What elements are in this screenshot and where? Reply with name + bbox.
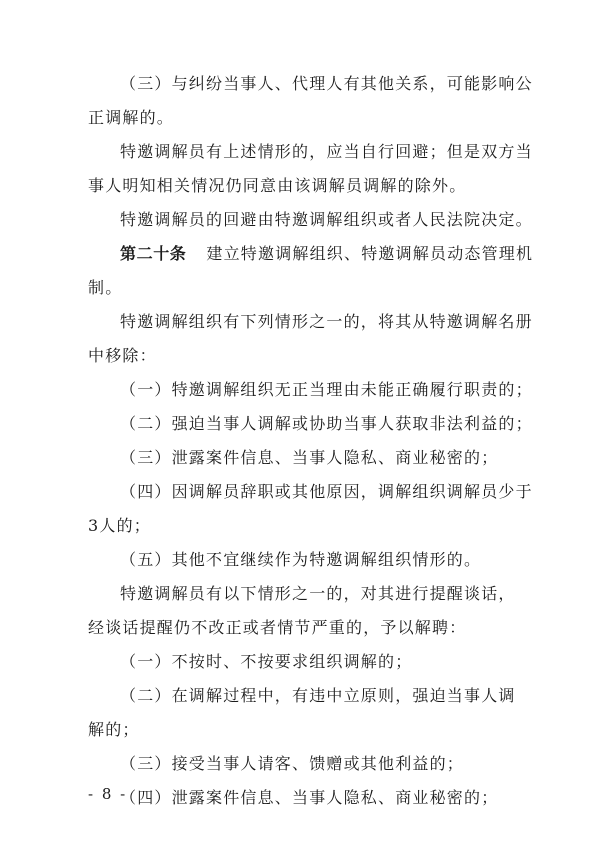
list-item: （三）泄露案件信息、当事人隐私、商业秘密的；: [120, 448, 499, 467]
text-line: 特邀调解员的回避由特邀调解组织或者人民法院决定。: [120, 210, 533, 229]
text-line: 制。: [88, 278, 123, 297]
list-item: （三）接受当事人请客、馈赠或其他利益的；: [120, 754, 465, 773]
article-title: 建立特邀调解组织、特邀调解员动态管理机: [206, 244, 534, 263]
text-line: 事人明知相关情况仍同意由该调解员调解的除外。: [88, 176, 467, 195]
page-number: - 8 -: [88, 785, 128, 803]
text-line: 解的；: [88, 720, 140, 739]
text-line: 特邀调解组织有下列情形之一的，将其从特邀调解名册: [120, 312, 533, 331]
text-line: 3人的；: [88, 516, 151, 535]
list-item: （五）其他不宜继续作为特邀调解组织情形的。: [120, 550, 482, 569]
list-item: （四）泄露案件信息、当事人隐私、商业秘密的；: [120, 788, 499, 807]
list-item: （一）特邀调解组织无正当理由未能正确履行职责的；: [120, 380, 533, 399]
list-item: （二）强迫当事人调解或协助当事人获取非法利益的；: [120, 414, 533, 433]
article-heading-line: [88, 237, 534, 271]
list-item: （二）在调解过程中，有违中立原则，强迫当事人调: [120, 686, 516, 705]
text-line: （三）与纠纷当事人、代理人有其他关系，可能影响公: [120, 74, 533, 93]
text-line: 正调解的。: [88, 108, 175, 127]
text-line: 中移除：: [88, 346, 157, 365]
text-line: 特邀调解员有上述情形的，应当自行回避；但是双方当: [120, 142, 533, 161]
text-line: 经谈话提醒仍不改正或者情节严重的，予以解聘：: [88, 618, 467, 637]
list-item: （四）因调解员辞职或其他原因，调解组织调解员少于: [120, 482, 533, 501]
list-item: （一）不按时、不按要求组织调解的；: [120, 652, 413, 671]
document-body: [88, 67, 534, 815]
text-line: 特邀调解员有以下情形之一的，对其进行提醒谈话，: [120, 584, 516, 603]
article-number: 第二十条: [120, 244, 187, 263]
